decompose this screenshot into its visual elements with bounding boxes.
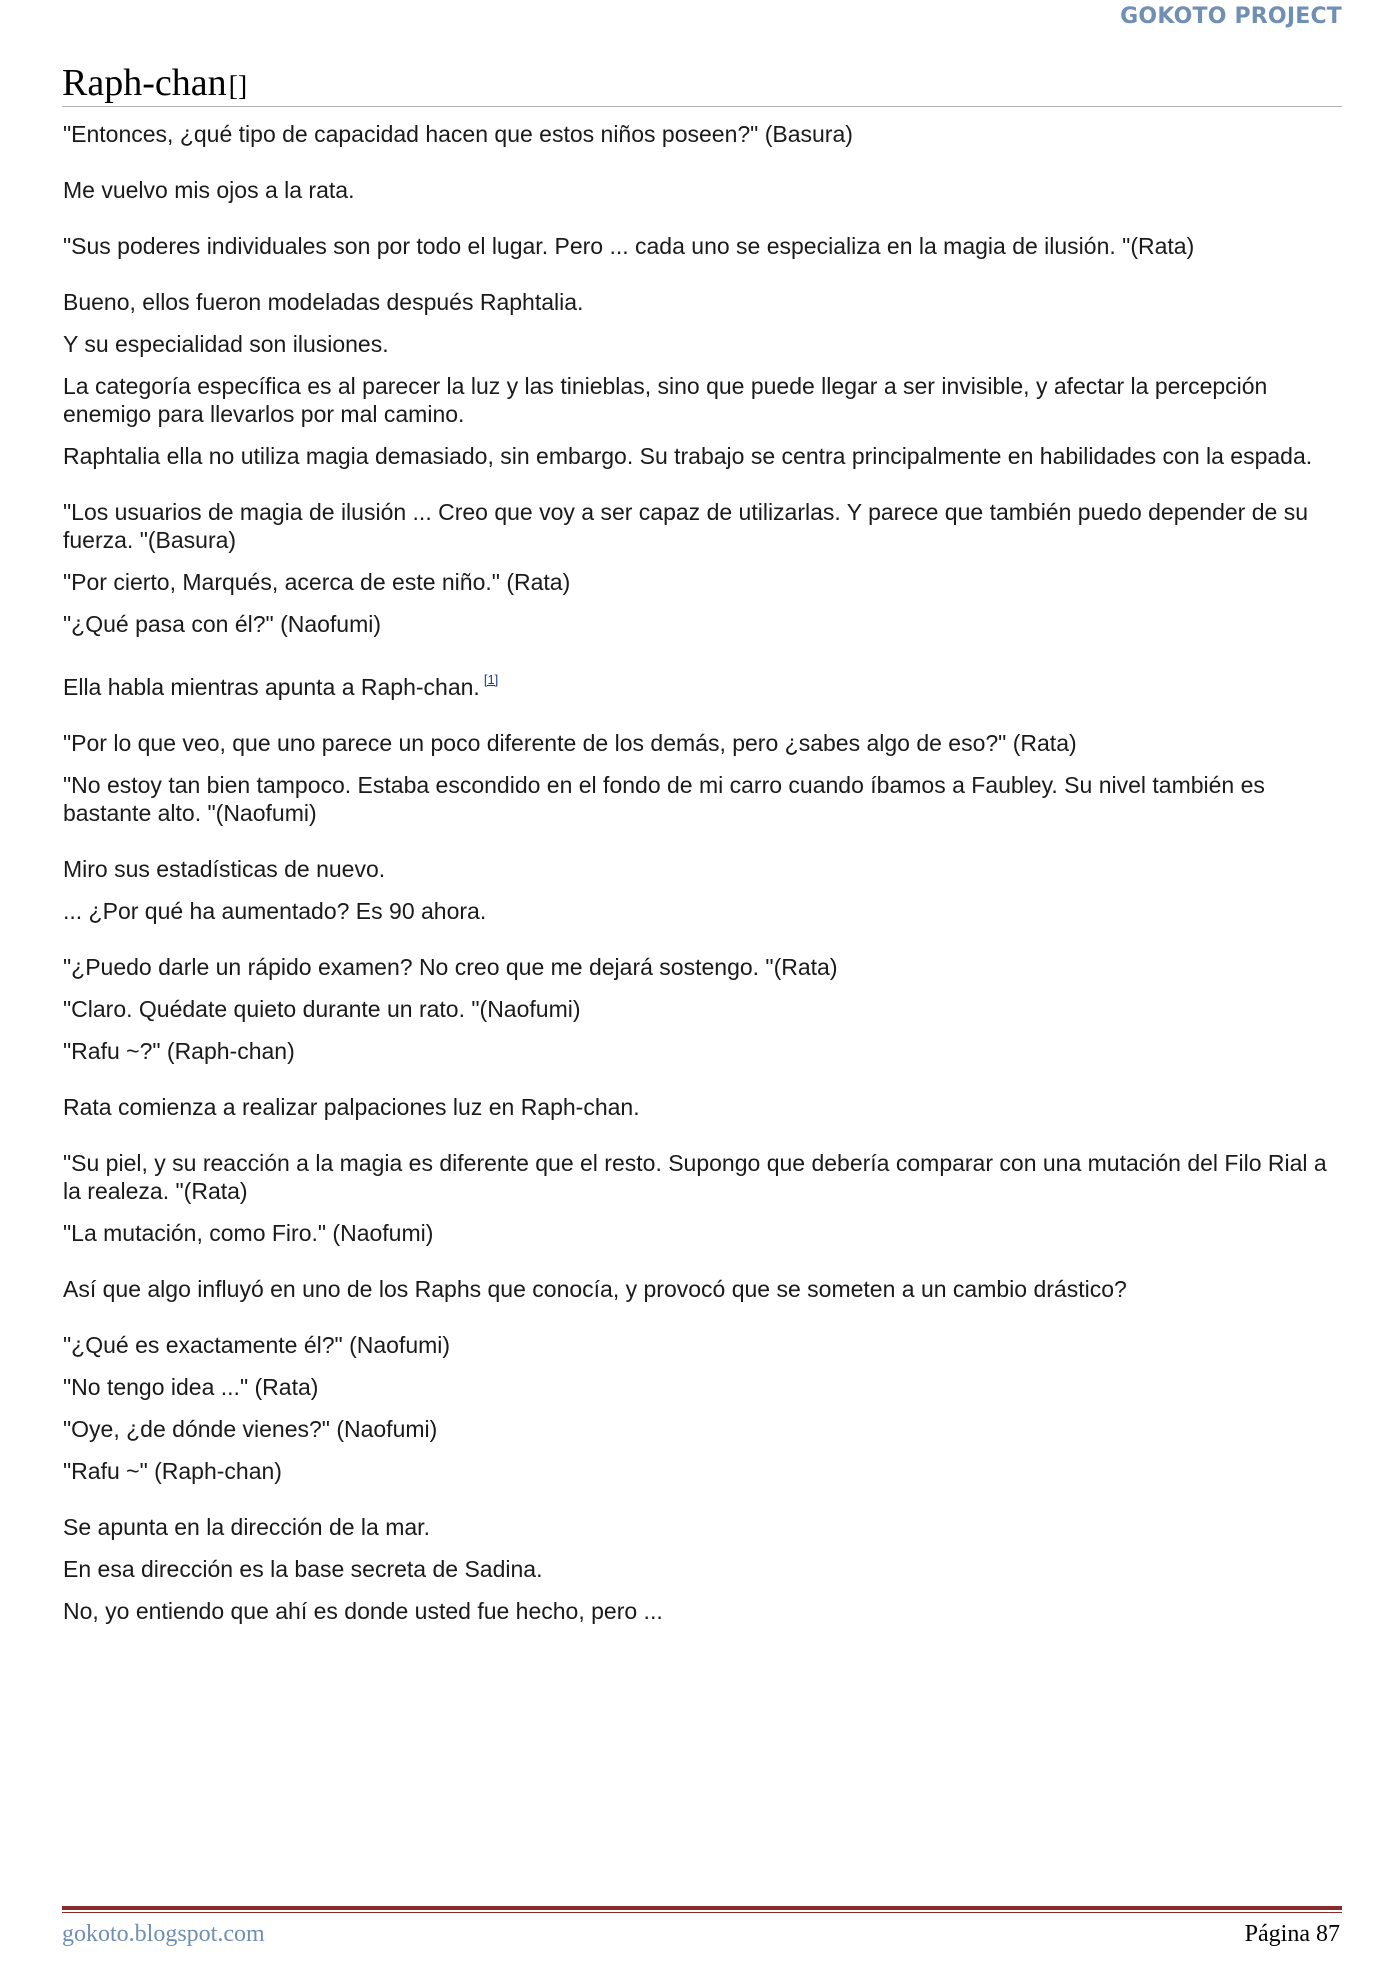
paragraph: "Rafu ~?" (Raph-chan) xyxy=(63,1038,295,1064)
body-content xyxy=(63,120,1338,1639)
paragraph: "Por lo que veo, que uno parece un poco diferente de los demás, pero ¿sabes algo de eso?" (Rata) xyxy=(63,730,1077,756)
footer-page-number: Página 87 xyxy=(1244,1921,1340,1947)
paragraph-text: Ella habla mientras apunta a Raph-chan. xyxy=(63,674,480,700)
paragraph: "Por cierto, Marqués, acerca de este niño." (Rata) xyxy=(63,569,571,595)
paragraph xyxy=(63,666,1338,701)
paragraph: "Entonces, ¿qué tipo de capacidad hacen que estos niños poseen?" (Basura) xyxy=(63,121,853,147)
paragraph: Me vuelvo mis ojos a la rata. xyxy=(63,177,355,203)
paragraph: "La mutación, como Firo." (Naofumi) xyxy=(63,1220,434,1246)
header-project: GOKOTO PROJECT xyxy=(1120,4,1342,29)
paragraph: Y su especialidad son ilusiones. xyxy=(63,331,389,357)
paragraph: "¿Puedo darle un rápido examen? No creo que me dejará sostengo. "(Rata) xyxy=(63,954,838,980)
paragraph: No, yo entiendo que ahí es donde usted fue hecho, pero ... xyxy=(63,1598,663,1624)
paragraph: "Sus poderes individuales son por todo el lugar. Pero ... cada uno se especializa en la magia de ilusión. "(Rata) xyxy=(63,233,1195,259)
paragraph: "¿Qué es exactamente él?" (Naofumi) xyxy=(63,1332,451,1358)
paragraph: "No tengo idea ..." (Rata) xyxy=(63,1374,319,1400)
chapter-title xyxy=(62,60,247,110)
footer-rule-thin xyxy=(62,1912,1342,1913)
paragraph: Así que algo influyó en uno de los Raphs que conocía, y provocó que se someten a un cambio drástico? xyxy=(63,1276,1127,1302)
paragraph: "No estoy tan bien tampoco. Estaba escondido en el fondo de mi carro cuando íbamos a Faubley. Su nivel también es bastante alto. "(Naofumi) xyxy=(63,772,1265,826)
footer-url: gokoto.blogspot.com xyxy=(62,1921,265,1947)
paragraph: Se apunta en la dirección de la mar. xyxy=(63,1514,430,1540)
footer-rule-thick xyxy=(62,1906,1342,1910)
paragraph: "Rafu ~" (Raph-chan) xyxy=(63,1458,282,1484)
paragraph: "Su piel, y su reacción a la magia es diferente que el resto. Supongo que debería comparar con una mutación del Filo Rial a la realeza. "(Rata) xyxy=(63,1150,1327,1204)
paragraph: "Claro. Quédate quieto durante un rato. "(Naofumi) xyxy=(63,996,581,1022)
paragraph: Miro sus estadísticas de nuevo. xyxy=(63,856,386,882)
paragraph: "¿Qué pasa con él?" (Naofumi) xyxy=(63,611,382,637)
paragraph: "Los usuarios de magia de ilusión ... Creo que voy a ser capaz de utilizarlas. Y parece que también puedo depender de su fuerza. "(Basura) xyxy=(63,499,1308,553)
paragraph: Bueno, ellos fueron modeladas después Raphtalia. xyxy=(63,289,584,315)
paragraph: Raphtalia ella no utiliza magia demasiado, sin embargo. Su trabajo se centra principalmente en habilidades con la espada. xyxy=(63,443,1313,469)
paragraph: "Oye, ¿de dónde vienes?" (Naofumi) xyxy=(63,1416,438,1442)
paragraph: La categoría específica es al parecer la luz y las tinieblas, sino que puede llegar a ser invisible, y afectar la percepción enemigo para llevarlos por mal camino. xyxy=(63,373,1268,427)
paragraph: ... ¿Por qué ha aumentado? Es 90 ahora. xyxy=(63,898,487,924)
chapter-title-text: Raph-chan xyxy=(62,62,227,104)
title-rule xyxy=(62,106,1342,107)
paragraph: En esa dirección es la base secreta de Sadina. xyxy=(63,1556,543,1582)
chapter-title-mark: [] xyxy=(228,71,248,102)
footnote-link[interactable]: [1] xyxy=(483,672,499,687)
paragraph: Rata comienza a realizar palpaciones luz en Raph-chan. xyxy=(63,1094,640,1120)
